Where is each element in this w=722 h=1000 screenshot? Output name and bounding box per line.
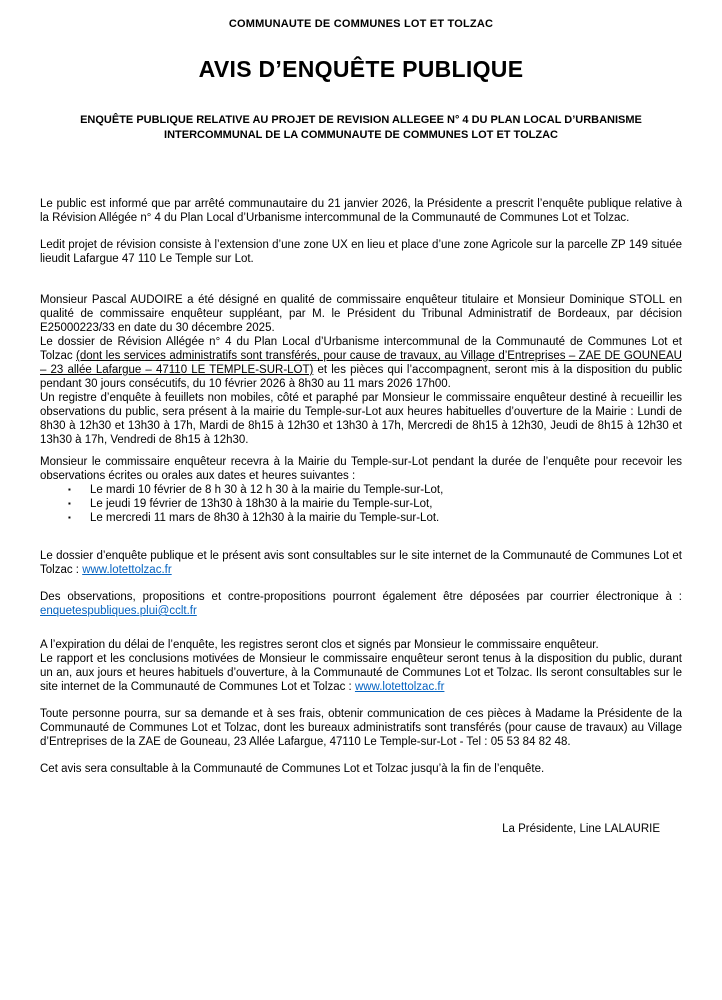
paragraph-projet: Ledit projet de révision consiste à l’extension d’une zone UX en lieu et place d’une zone Agricole sur la parcelle ZP 149 située lieudit Lafargue 47 110 Le Temple sur Lot. [40, 239, 682, 265]
paragraph-rapport [40, 652, 682, 694]
paragraph-avis-consultable: Cet avis sera consultable à la Communauté de Communes Lot et Tolzac jusqu’à la fin de l’enquête. [40, 763, 545, 775]
bullet-icon: ▪ [68, 485, 71, 494]
document-subtitle: ENQUÊTE PUBLIQUE RELATIVE AU PROJET DE REVISION ALLEGEE N° 4 DU PLAN LOCAL D’URBANISME INTERCOMMUNAL DE LA COMMUNAUTE DE COMMUNES LOT ET TOLZAC [80, 114, 642, 141]
paragraph-email [40, 590, 682, 618]
website-link[interactable]: www.lotettolzac.fr [82, 564, 172, 576]
rapport-text: Le rapport et les conclusions motivées de Monsieur le commissaire enquêteur seront tenus à la disposition du public, durant un an, aux jours et heures habituels d’ouverture, à la Communauté de Communes Lot et Tolzac. Ils seront consultables sur le site internet de la Communauté de Communes Lot et Tolzac : [40, 653, 682, 693]
bullet-icon: ▪ [68, 513, 71, 522]
email-link[interactable]: enquetespubliques.plui@cclt.fr [40, 605, 197, 617]
document-header: COMMUNAUTE DE COMMUNES LOT ET TOLZAC [228, 18, 494, 30]
paragraph-site [40, 549, 682, 577]
permanence-date-3: Le mercredi 11 mars de 8h30 à 12h30 à la mairie du Temple-sur-Lot. [90, 512, 440, 524]
website-link-2[interactable]: www.lotettolzac.fr [354, 681, 445, 693]
list-item [40, 497, 682, 511]
bullet-icon: ▪ [68, 499, 71, 508]
email-text: Des observations, propositions et contre-propositions pourront également être déposées par courrier électronique à : [40, 591, 682, 603]
dossier-adresse-transfert: (dont les services administratifs sont transférés, pour cause de travaux, au Village d’Entreprises – ZAE DE GOUNEAU – 23 allée Lafargue – 47110 LE TEMPLE-SUR-LOT) [40, 350, 682, 376]
dossier-text-start: Le dossier de Révision Allégée n° 4 du Plan Local d’Urbanisme intercommunal de la Communauté de Communes Lot et Tolzac [40, 336, 682, 362]
paragraph-communication: Toute personne pourra, sur sa demande et à ses frais, obtenir communication de ces pièces à Madame la Présidente de la Communauté de Communes Lot et Tolzac, dont les bureaux administratifs sont transférés (pour cause de travaux) au Village d’Entreprises de la ZAE de Gouneau, 23 Allée Lafargue, 47110 Le Temple-sur-Lot - Tel : 05 53 84 82 48. [40, 708, 682, 748]
paragraph-registre: Un registre d’enquête à feuillets non mobiles, côté et paraphé par Monsieur le commissaire enquêteur destiné à recueillir les observations du public, sera présent à la mairie du Temple-sur-Lot aux heures habituelles d’ouverture de la Mairie : Lundi de 8h30 à 12h30 et 13h30 à 17h, Mardi de 8h15 à 12h30 et 13h30 à 17h, Mercredi de 8h15 à 12h30, Jeudi de 8h15 à 12h30 et 13h30 à 17h, Vendredi de 8h15 à 12h30. [40, 392, 682, 446]
list-item [40, 483, 682, 497]
signature: La Présidente, Line LALAURIE [502, 823, 660, 835]
list-item [40, 511, 682, 525]
dossier-text-end: et les pièces qui l’accompagnent, seront mis à la disposition du public pendant 30 jours consécutifs, du 10 février 2026 à 8h30 au 11 mars 2026 17h00. [40, 364, 683, 390]
paragraph-dossier [40, 335, 682, 391]
permanence-date-1: Le mardi 10 février de 8 h 30 à 12 h 30 à la mairie du Temple-sur-Lot, [90, 484, 444, 496]
paragraph-permanences: Monsieur le commissaire enquêteur recevra à la Mairie du Temple-sur-Lot pendant la durée de l’enquête pour recevoir les observations écrites ou orales aux dates et heures suivantes : [40, 456, 682, 482]
page-title: AVIS D’ENQUÊTE PUBLIQUE [198, 56, 524, 82]
site-text: Le dossier d’enquête publique et le présent avis sont consultables sur le site internet de la Communauté de Communes Lot et Tolzac : [40, 550, 682, 576]
document-body [40, 197, 682, 836]
paragraph-group-dossier [40, 293, 682, 447]
permanence-date-2: Le jeudi 19 février de 13h30 à 18h30 à la mairie du Temple-sur-Lot, [90, 498, 433, 510]
permanences-list [40, 483, 682, 525]
paragraph-commissaire: Monsieur Pascal AUDOIRE a été désigné en qualité de commissaire enquêteur titulaire et Monsieur Dominique STOLL en qualité de commissaire enquêteur suppléant, par M. le Président du Tribunal Administratif de Bordeaux, par décision E25000223/33 en date du 30 décembre 2025. [40, 294, 682, 334]
paragraph-group-cloture [40, 638, 682, 694]
paragraph-expiration: A l’expiration du délai de l’enquête, les registres seront clos et signés par Monsieur le commissaire enquêteur. [40, 639, 599, 651]
paragraph-arrete: Le public est informé que par arrêté communautaire du 21 janvier 2026, la Présidente a prescrit l’enquête publique relative à la Révision Allégée n° 4 du Plan Local d’Urbanisme intercommunal de la Communauté de Communes Lot et Tolzac. [40, 198, 682, 224]
